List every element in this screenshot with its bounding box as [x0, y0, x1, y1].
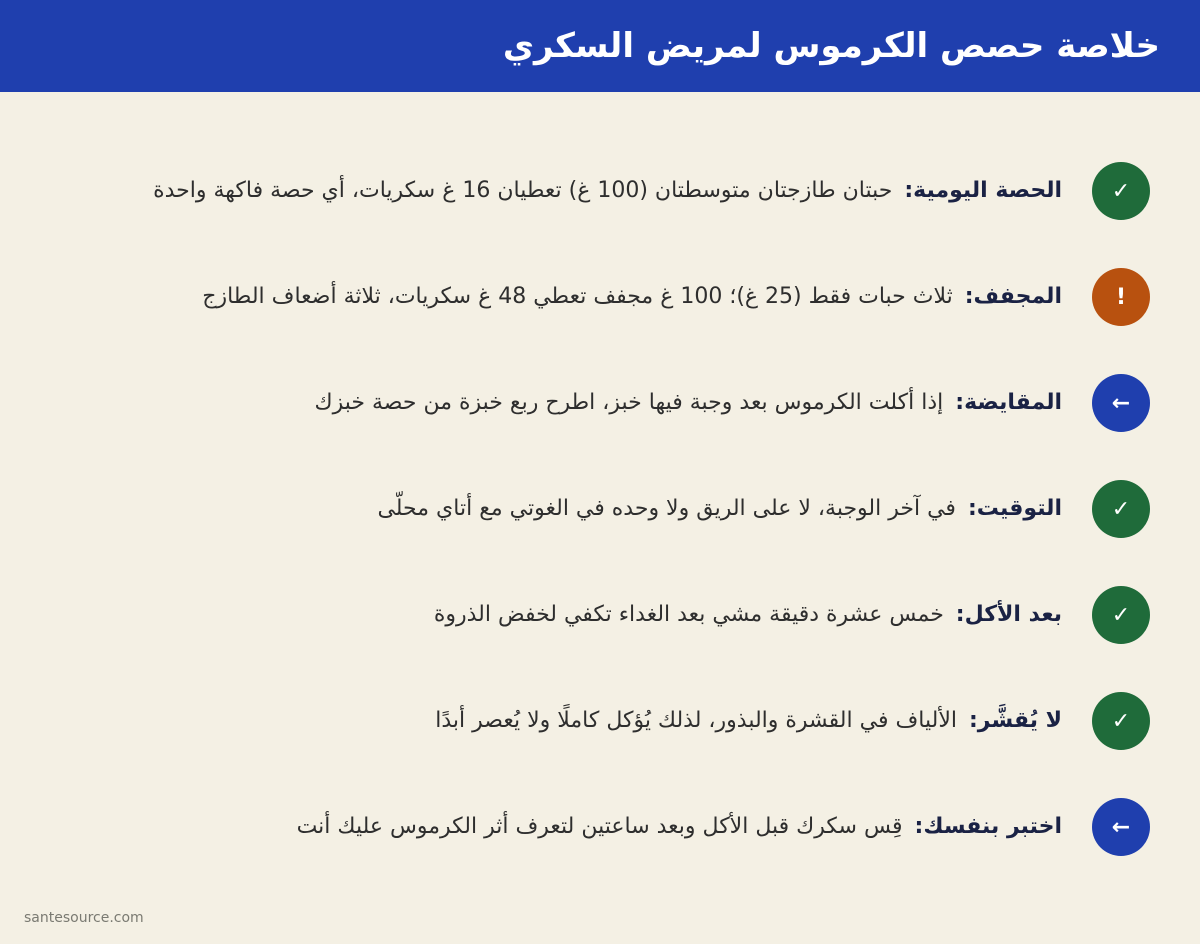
item-label: بعد الأكل:: [955, 601, 1062, 627]
item-text: خمس عشرة دقيقة مشي بعد الغداء تكفي لخفض الذروة: [433, 601, 944, 627]
check-icon: ✓: [1092, 480, 1150, 538]
summary-list: [0, 92, 1200, 880]
item-label: المقايضة:: [955, 389, 1062, 415]
item-label: لا يُقشَّر:: [968, 707, 1062, 733]
item-text: حبتان طازجتان متوسطتان (100 غ) تعطيان 16 غ سكريات، أي حصة فاكهة واحدة: [153, 177, 893, 203]
check-icon: ✓: [1092, 162, 1150, 220]
item-text: قِس سكرك قبل الأكل وبعد ساعتين لتعرف أثر الكرموس عليك أنت: [296, 813, 903, 839]
source-footer: santesource.com: [24, 910, 144, 926]
arrow-left-icon: ←: [1092, 798, 1150, 856]
page-title: خلاصة حصص الكرموس لمريض السكري: [502, 26, 1160, 66]
list-item-dried: [0, 244, 1200, 350]
item-label: التوقيت:: [967, 495, 1062, 521]
item-text: ثلاث حبات فقط (25 غ)؛ 100 غ مجفف تعطي 48 غ سكريات، ثلاثة أضعاف الطازج: [202, 283, 953, 309]
list-item-no-peel: [0, 668, 1200, 774]
item-label: المجفف:: [964, 283, 1062, 309]
list-item-swap: [0, 350, 1200, 456]
list-item-timing: [0, 456, 1200, 562]
item-text: الألياف في القشرة والبذور، لذلك يُؤكل كاملًا ولا يُعصر أبدًا: [435, 707, 957, 733]
exclamation-icon: !: [1092, 268, 1150, 326]
check-icon: ✓: [1092, 586, 1150, 644]
list-item-test-yourself: [0, 774, 1200, 880]
list-item-daily-portion: [0, 138, 1200, 244]
item-text: إذا أكلت الكرموس بعد وجبة فيها خبز، اطرح ربع خبزة من حصة خبزك: [314, 389, 944, 415]
check-icon: ✓: [1092, 692, 1150, 750]
item-text: في آخر الوجبة، لا على الريق ولا وحده في الغوتي مع أتاي محلّى: [377, 495, 956, 521]
header-bar: [0, 0, 1200, 92]
list-item-after-meal: [0, 562, 1200, 668]
item-label: الحصة اليومية:: [904, 177, 1062, 203]
arrow-left-icon: ←: [1092, 374, 1150, 432]
item-label: اختبر بنفسك:: [914, 813, 1062, 839]
